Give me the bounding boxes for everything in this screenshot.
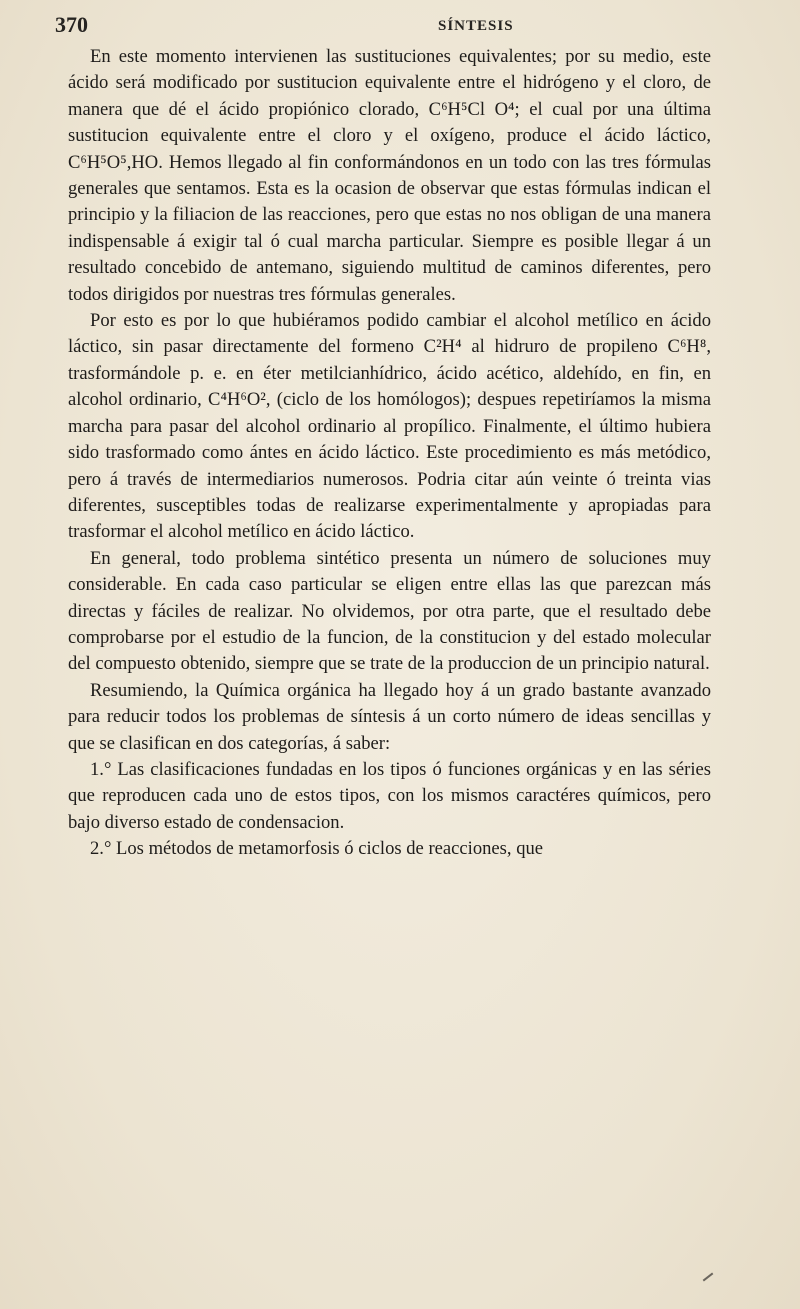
page-header [55,12,695,38]
body-text [68,44,711,863]
paragraph-general-problem: En general, todo problema sintético presenta un número de soluciones muy considerable. En cada caso particular se eligen entre ellas las que parezcan más directas y fáciles de realizar. No olvidemos, por otra parte, que el resultado debe comprobarse por el estudio de la funcion, de la constitucion y del estado molecular del compuesto obtenido, siempre que se trate de la produccion de un principio natural. [68,547,711,675]
paragraph-item-1: 1.° Las clasificaciones fundadas en los tipos ó funciones orgánicas y en las séries que reproducen cada uno de estos tipos, con los mismos caractéres químicos, pero bajo diverso estado de condensacion. [68,758,711,833]
paragraph-alternative-routes: Por esto es por lo que hubiéramos podido cambiar el alcohol metílico en ácido láctico, sin pasar directamente del formeno C²H⁴ al hidruro de propileno C⁶H⁸, trasformándole p. e. en éter metilcianhídrico, ácido acético, aldehído, en fin, en alcohol ordinario, C⁴H⁶O², (ciclo de los homólogos); despues repetiríamos la misma marcha para pasar del alcohol ordinario al propílico. Finalmente, el último hubiera sido trasformado como ántes en ácido láctico. Este procedimiento es más metódico, pero á través de intermediarios numerosos. Podria citar aún veinte ó treinta vias diferentes, susceptibles todas de realizarse experimentalmente y apropiadas para trasformar el alcohol metílico en ácido láctico. [68,310,711,543]
paragraph-item-2: 2.° Los métodos de metamorfosis ó ciclos de reacciones, que [90,838,544,860]
paragraph-summary: Resumiendo, la Química orgánica ha llegado hoy á un grado bastante avanzado para reducir todos los problemas de síntesis á un corto número de ideas sencillas y que se clasifican en dos categorías, á saber: [68,679,711,754]
ink-mark [703,1273,714,1282]
page-number: 370 [55,12,88,37]
running-head: SÍNTESIS [438,18,514,34]
paragraph-substitutions: En este momento intervienen las sustituciones equivalentes; por su medio, este ácido será modificado por sustitucion equivalente entre el hidrógeno y el cloro, de manera que dé el ácido propiónico clorado, C⁶H⁵Cl O⁴; el cual por una última sustitucion equivalente entre el cloro y el oxígeno, produce el ácido láctico, C⁶H⁵O⁵,HO. Hemos llegado al fin conformándonos en un todo con las tres fórmulas generales que sentamos. Esta es la ocasion de observar que estas fórmulas indican el principio y la filiacion de las reacciones, pero que estas no nos obligan de una manera indispensable á exigir tal ó cual marcha particular. Siempre es posible llegar á un resultado concebido de antemano, siguiendo multitud de caminos diferentes, pero todos dirigidos por nuestras tres fórmulas generales. [68,46,711,305]
